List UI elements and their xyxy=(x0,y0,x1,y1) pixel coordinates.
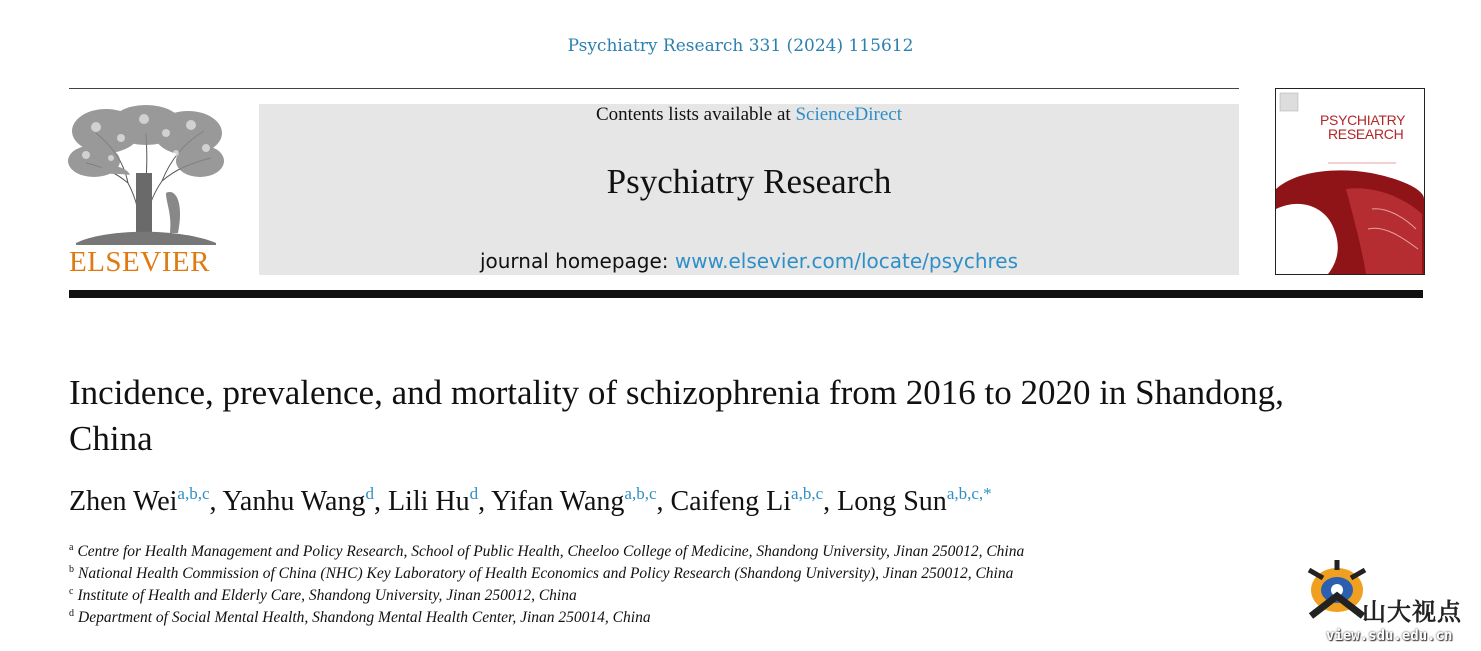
elsevier-wordmark[interactable]: ELSEVIER xyxy=(69,246,210,278)
affiliation-mark: c xyxy=(69,586,74,597)
author-affiliation-marks[interactable]: a,b,c xyxy=(177,484,210,503)
affiliation-mark: b xyxy=(69,564,74,575)
journal-homepage-line xyxy=(259,249,1239,273)
affiliation-text: Department of Social Mental Health, Shandong Mental Health Center, Jinan 250014, China xyxy=(78,609,651,626)
header-thick-divider xyxy=(69,290,1423,298)
journal-cover-thumbnail[interactable] xyxy=(1275,88,1425,275)
cover-title-line1: PSYCHIATRY xyxy=(1320,112,1406,128)
author-name[interactable]: Yifan Wang xyxy=(491,486,625,517)
affiliation-item xyxy=(69,586,1269,605)
journal-name: Psychiatry Research xyxy=(606,162,892,201)
author-list xyxy=(69,484,1319,518)
article-title: Incidence, prevalence, and mortality of schizophrenia from 2016 to 2020 in Shandong, China xyxy=(69,373,1284,458)
author-affiliation-marks[interactable]: a,b,c xyxy=(624,484,657,503)
author-affiliation-marks[interactable]: d xyxy=(365,484,374,503)
affiliation-mark: d xyxy=(69,608,74,619)
sdu-watermark-url: view.sdu.edu.cn xyxy=(1326,628,1453,644)
homepage-prefix: journal homepage: xyxy=(479,249,675,273)
author-affiliation-marks[interactable]: d xyxy=(469,484,479,503)
author-separator: , xyxy=(373,486,388,517)
cover-title-line2: RESEARCH xyxy=(1328,126,1404,142)
author-separator: , xyxy=(823,486,838,517)
affiliation-mark: a xyxy=(69,542,74,553)
author-name[interactable]: Caifeng Li xyxy=(670,486,792,517)
affiliation-text: Centre for Health Management and Policy Research, School of Public Health, Cheeloo College of Medicine, Shandong University, Jinan 250012, China xyxy=(77,543,1025,560)
cover-title xyxy=(1320,113,1420,141)
contents-prefix: Contents lists available at xyxy=(595,104,796,125)
affiliation-item xyxy=(69,564,1269,583)
sciencedirect-link[interactable]: ScienceDirect xyxy=(795,104,903,125)
author-name[interactable]: Lili Hu xyxy=(387,486,470,517)
author-separator: , xyxy=(656,486,671,517)
affiliation-text: Institute of Health and Elderly Care, Shandong University, Jinan 250012, China xyxy=(77,587,577,604)
affiliation-text: National Health Commission of China (NHC) Key Laboratory of Health Economics and Policy Research (Shandong University), Jinan 250012, China xyxy=(78,565,1014,582)
affiliation-item xyxy=(69,542,1269,561)
journal-citation[interactable]: Psychiatry Research 331 (2024) 115612 xyxy=(567,36,914,56)
header-divider xyxy=(69,88,1239,89)
author-separator: , xyxy=(209,486,223,517)
author-name[interactable]: Long Sun xyxy=(837,486,947,517)
author-affiliation-marks[interactable]: a,b,c xyxy=(791,484,824,503)
journal-homepage-link[interactable]: www.elsevier.com/locate/psychres xyxy=(674,249,1019,273)
author-affiliation-marks[interactable]: a,b,c,* xyxy=(946,484,992,503)
author-name[interactable]: Yanhu Wang xyxy=(222,486,366,517)
contents-availability-line xyxy=(259,104,1239,126)
sdu-watermark-text: 山大视点 xyxy=(1362,598,1462,626)
author-separator: , xyxy=(478,486,492,517)
journal-banner xyxy=(259,104,1239,275)
affiliation-item xyxy=(69,608,1269,627)
author-name[interactable]: Zhen Wei xyxy=(69,486,178,517)
